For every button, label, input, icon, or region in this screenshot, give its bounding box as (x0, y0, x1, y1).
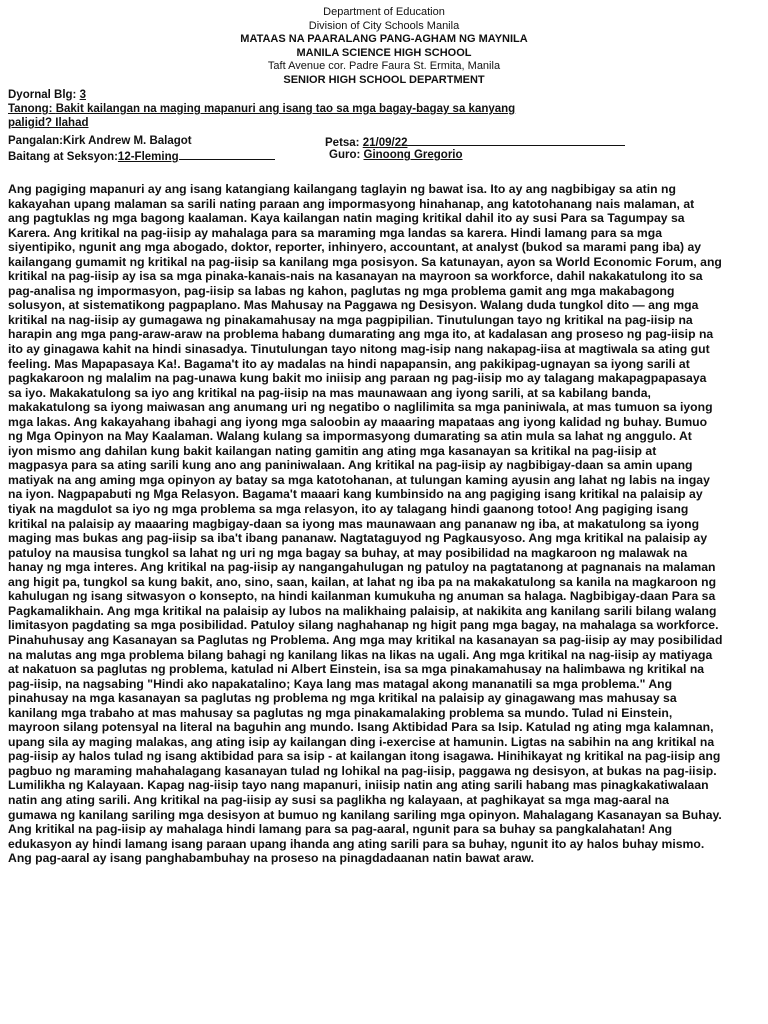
essay-line: kritikal na palaisip ay maaaring magbigay-daan sa iyong mas maunawaan ang pananaw ng iba, at makatulong sa iyong (8, 516, 700, 531)
essay-line: na iyon. Nagpapabuti ng Mga Relasyon. Bagama't maaari kang kumbinsido na ang pagiging isang kritikal na palaisip ay (8, 487, 703, 502)
essay-line: gumawa ng kanilang sariling mga desisyon at bumuo ng kanilang sariling mga opinyon. Mahalagang Kasanayan sa Buhay. (8, 807, 722, 822)
essay-line: pag-analisa ng impormasyon, pag-iisip sa labas ng kahon, paglutas ng mga problema gamit ang mga makabagong (8, 283, 675, 298)
essay-line: hanay ng mga interes. Ang kritikal na pag-iisip ay nangangahulugan ng patuloy na pagtatanong at pagnanais na malaman (8, 560, 716, 575)
essay-line: ang pagtuklas ng mga bagong kaalaman. Kaya kailangan natin maging kritikal dahil ito ay susi Para sa Tagumpay sa (8, 211, 685, 226)
essay-line: Pinahuhusay ang Kasanayan sa Paglutas ng Problema. Ang mga may kritikal na kasanayan sa pag-iisip ay may posibilidad (8, 632, 723, 647)
essay-line: pagbuo ng maraming mahahalagang kasanayan tulad ng lohikal na pag-iisip, paggawa ng desisyon, at bukas na pag-iisip. (8, 763, 717, 778)
essay-line: tiyak na magdulot sa iyo ng mga problema sa mga relasyon, ito ay talagang hindi gaanong totoo! Ang pagiging isang (8, 502, 689, 517)
essay-line: ang higit pa, tungkol sa kung bakit, ano, sino, saan, kailan, at lahat ng iba pa na makakatulong sa kanila na magkaroon ng (8, 574, 717, 589)
letterhead (0, 6, 768, 88)
essay-line: siyentipiko, ngunit ang mga abogado, doktor, reporter, inhinyero, accountant, at analyst (bukod sa marami pang iba) ay (8, 240, 702, 255)
teacher-row (329, 148, 463, 162)
question-text-1: Bakit kailangan na maging mapanuri ang isang tao sa mga bagay-bagay sa kanyang (55, 103, 516, 115)
journal-number-label: Dyornal Blg: (8, 89, 80, 101)
section-underline (179, 148, 275, 160)
essay-line: edukasyon ay hindi lamang isang paraan upang ihanda ang ating sarili para sa buhay, ngunit ito ay halos buhay mismo. (8, 836, 705, 851)
essay-line: Ang pag-aaral ay isang panghabambuhay na proseso na pinagdadaanan natin bawat araw. (8, 851, 535, 866)
essay-line: kritikal na nag-iisip ay gumagawa ng pinakamahusay na mga pagpipilian. Tinutulungan tayo ng kritikal na pag-iisip na (8, 312, 693, 327)
name-label: Pangalan: (8, 135, 63, 147)
school-name: MANILA SCIENCE HIGH SCHOOL (296, 46, 472, 59)
date-label: Petsa: (325, 137, 363, 149)
essay-line: pagkakaroon ng malalim na pag-unawa kung bakit mo iniisip ang paraan ng pag-iisip mo ay talagang makapagpapasaya (8, 371, 707, 386)
essay-line: ng Mga Opinyon na May Kaalaman. Walang kulang sa impormasyong dumarating sa atin mula sa lahat ng anggulo. At (8, 429, 692, 444)
essay-line: ito ay ginagawa kahit na hindi sinasadya. Tinutulungan tayo nitong mag-isip nang nakapag-iisa at magtiwala sa ating gut (8, 342, 710, 357)
section-value: 12-Fleming (117, 151, 179, 163)
department-name: Department of Education (323, 6, 445, 18)
essay-line: harapin ang mga pang-araw-araw na problema habang dumarating ang mga ito, at kadalasan ang proseso ng pag-iisip na (8, 327, 714, 342)
essay-line: makakatulong sa iyong maiwasan ang anumang uri ng negatibo o naglilimita sa mga paniniwala, at mas tumuon sa iyong (8, 400, 713, 415)
essay-line: magpasya para sa ating sarili kung ano ang paniniwalaan. Ang kritikal na pag-iisip ay nagbibigay-daan sa amin upang (8, 458, 693, 473)
essay-line: kailangang gumamit ng kritikal na pag-iisip sa kanilang mga posisyon. Sa katunayan, ayon sa World Economic Forum, ang (8, 254, 722, 269)
essay-line: kritikal na pag-iisip ay isa sa mga pinaka-kanais-nais na kasanayan na mayroon sa workforce, dahil nakakatulong ito sa (8, 269, 703, 284)
department-label: SENIOR HIGH SCHOOL DEPARTMENT (283, 73, 485, 86)
essay-line: pinahusay na mga kasanayan sa paglutas ng problema ng mga kritikal na palaisip ay ginagawang mas mahusay sa (8, 691, 677, 706)
question-text-2: paligid? Ilahad (8, 117, 89, 129)
teacher-name: Ginoong Gregorio (363, 149, 463, 161)
essay-line: kakayahan upang malaman sa sarili nating paraan ang impormasyong hinahanap, ang katotohanang nais malaman, at (8, 196, 695, 211)
essay-line: pag-iisip ay halos tulad ng isang aktibidad para sa isip - at kailangan itong isagawa. Hinihikayat ng kritikal na pag-iisip ang (8, 749, 721, 764)
essay-line: limitasyon pagdating sa mga posibilidad. Patuloy silang naghahanap ng higit pang mga bagay, na mahalaga sa workforce. (8, 618, 719, 633)
essay-line: patuloy na mausisa tungkol sa lahat ng uri ng mga bagay sa buhay, at may posibilidad na magkaroon ng malawak na (8, 545, 688, 560)
essay-line: at nakatuon sa paglutas ng problema, katulad ni Albert Einstein, isa sa mga pinakamahusay na halimbawa ng kritikal na (8, 662, 705, 677)
essay-line: sa iyo. Makakatulong sa iyo ang kritikal na pag-iisip na mas maunawaan ang iyong sarili, at sa kabilang banda, (8, 385, 651, 400)
essay-line: Lumilikha ng Kalayaan. Kapag nag-iisip tayo nang mapanuri, iniisip natin ang ating sarili habang mas pinagkakatiwalaan (8, 778, 709, 793)
essay-line: matiyak na ang aming mga opinyon ay batay sa mga katotohanan, at tulungan kaming ayusin ang lahat ng labis na ingay (8, 472, 710, 487)
essay-line: feeling. Mas Mapapasaya Ka!. Bagama't ito ay madalas na hindi napapansin, ang pakikipag-ugnayan sa iyong sarili at (8, 356, 690, 371)
date-value: 21/09/22 (362, 137, 408, 149)
essay-line: upang sila ay maging malakas, ang ating isip ay kailangan ding i-exercise at hamunin. Ligtas na sabihin na ang kritikal na (8, 734, 715, 749)
essay-line: iyon mismo ang dahilan kung bakit kailangan nating gamitin ang ating mga kasanayan sa kritikal na pag-iisip at (8, 443, 657, 458)
essay-line: Ang kritikal na pag-iisip ay mahalaga hindi lamang para sa pag-aaral, ngunit para sa buhay sa pangkalahatan! Ang (8, 822, 673, 837)
essay-line: Ang pagiging mapanuri ay ang isang katangiang kailangang taglayin ng bawat isa. Ito ay ang nagbibigay sa atin ng (8, 182, 676, 196)
essay-line: pag-iisip, na nagsabing "Hindi ako napakatalino; Kaya lang mas matagal akong mananatili sa mga problema." Ang (8, 676, 673, 691)
question-label: Tanong: (8, 103, 56, 115)
essay-line: mayroon silang potensyal na literal na baguhin ang mundo. Isang Aktibidad Para sa Isip. Katulad ng ating mga kalamnan, (8, 720, 714, 735)
teacher-label: Guro: (329, 149, 364, 161)
essay-line: maging mas bukas ang pag-iisip sa iba't ibang pananaw. Nagtataguyod ng Pagkausyoso. Ang mga kritikal na palaisip ay (8, 531, 708, 546)
journal-number-row (8, 88, 86, 102)
section-label: Baitang at Seksyon: (8, 151, 118, 163)
journal-number-value: 3 (79, 89, 86, 101)
school-address: Taft Avenue cor. Padre Faura St. Ermita, Manila (267, 60, 501, 73)
section-row (8, 148, 275, 164)
essay-line: na malutas ang mga problema bilang bahagi ng kanilang likas na likas na ugali. Ang mga kritikal na nag-iisip ay matiyaga (8, 647, 713, 662)
date-underline (407, 134, 625, 146)
question-line-2 (8, 116, 89, 130)
essay-line: kahulugan ng isang sitwasyon o konsepto, na hindi kailanman kumukuha ng anuman sa halaga. Nagbibigay-daan Para sa (8, 589, 716, 604)
essay-line: kanilang mga trabaho at mas mahusay sa paglutas ng mga pinakamalaking problema sa mundo. Tulad ni Einstein, (8, 705, 673, 720)
essay-line: natin ang ating sarili. Ang kritikal na pag-iisip ay susi sa paglikha ng kalayaan, at paghikayat sa mga mag-aaral na (8, 792, 669, 807)
essay-body (8, 182, 760, 866)
school-name-filipino: MATAAS NA PAARALANG PANG-AGHAM NG MAYNILA (240, 33, 528, 46)
name-row (8, 134, 192, 148)
essay-line: mga lakas. Ang kakayahang ibahagi ang iyong mga saloobin ay maaaring mapataas ang iyong kalidad ng buhay. Bumuo (8, 414, 708, 429)
essay-line: solusyon, at sistematikong pagpaplano. Mas Mahusay na Paggawa ng Desisyon. Walang duda tungkol dito — ang mga (8, 298, 699, 313)
student-name: Kirk Andrew M. Balagot (62, 135, 192, 147)
question-line-1 (8, 102, 515, 116)
essay-line: Karera. Ang kritikal na pag-iisip ay mahalaga para sa maraming mga landas sa karera. Hindi lamang para sa mga (8, 225, 663, 240)
essay-line: Pagkamalikhain. Ang mga kritikal na palaisip ay lubos na malikhaing palaisip, at nakikita ang kanilang sarili bilang walang (8, 603, 717, 618)
division-name: Division of City Schools Manila (308, 19, 460, 32)
